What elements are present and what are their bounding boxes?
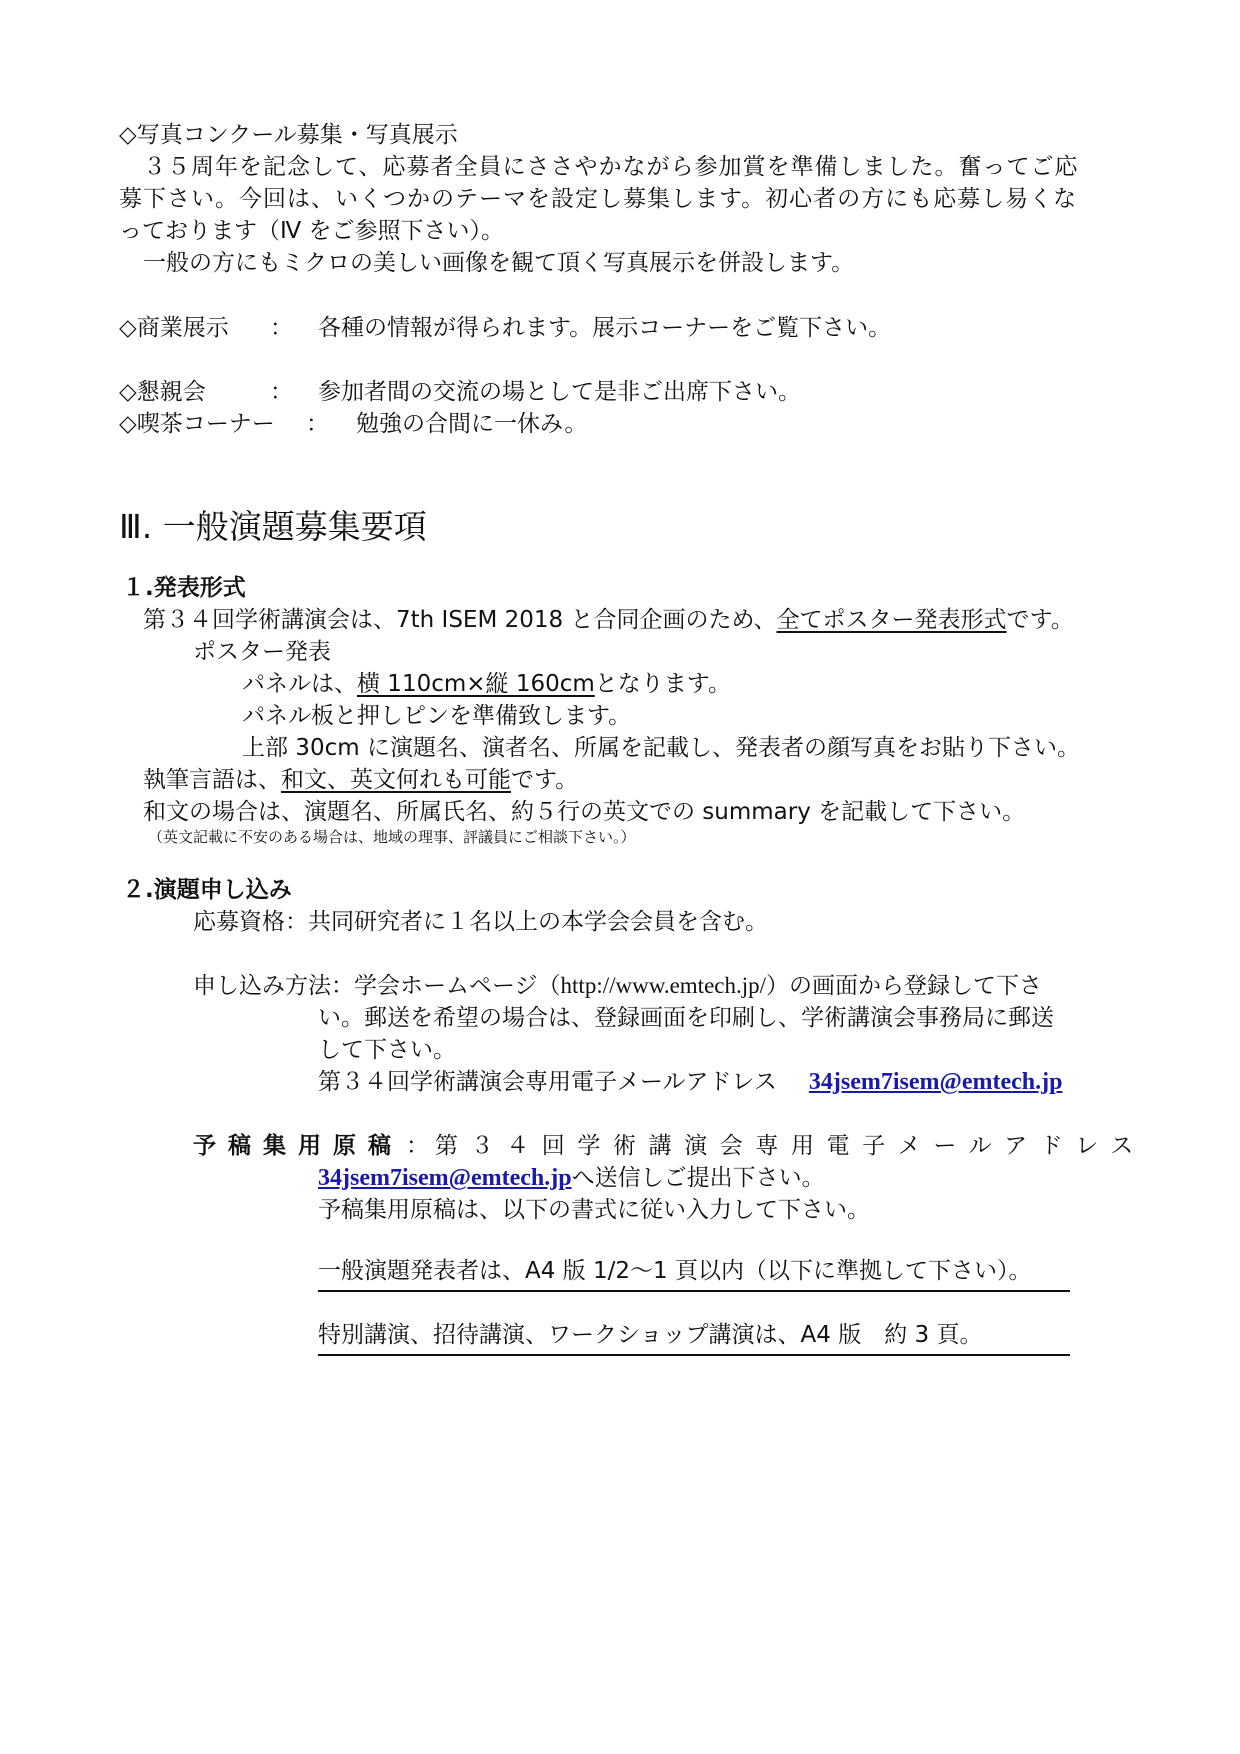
manuscript-colon: ： [406, 1133, 429, 1159]
email-line [318, 1066, 1062, 1098]
apply-heading: ２.演題申し込み [122, 877, 292, 903]
manuscript-line-2 [318, 1162, 825, 1194]
party-colon: ： [270, 379, 293, 405]
method-line-1 [193, 970, 1042, 1002]
panel-size-line [242, 668, 731, 700]
rule-general: 一般演題発表者は、A4 版 1/2～1 頁以内（以下に準拠して下さい）。 [318, 1258, 1032, 1284]
poster-label: ポスター発表 [193, 639, 331, 665]
rule-special-underline [318, 1354, 1070, 1356]
panel-size-value: 横 110cm×縦 160cm [357, 671, 595, 697]
commercial-label: ◇商業展示 [119, 315, 229, 341]
email-label: 第３４回学術講演会専用電子メールアドレス [318, 1069, 777, 1095]
manuscript-line-3: 予稿集用原稿は、以下の書式に従い入力して下さい。 [318, 1197, 870, 1223]
cafe-label: ◇喫茶コーナー [119, 411, 275, 437]
party-label: ◇懇親会 [119, 379, 206, 405]
language-emphasis: 和文、英文何れも可能 [281, 767, 511, 793]
rule-special: 特別講演、招待講演、ワークショップ講演は、A4 版 約 3 頁。 [318, 1322, 983, 1348]
manuscript-label: 予稿集用原稿 [193, 1133, 403, 1159]
method-post: ）の画面から登録して下さ [766, 973, 1043, 999]
photo-exhibit-text: 一般の方にもミクロの美しい画像を観て頂く写真展示を併設します。 [143, 250, 855, 276]
cafe-text: 勉強の合間に一休み。 [356, 411, 588, 437]
panel-board-line: パネル板と押しピンを準備致します。 [242, 703, 632, 729]
rule-general-underline [318, 1290, 1070, 1292]
method-line-2: い。郵送を希望の場合は、登録画面を印刷し、学術講演会事務局に郵送 [318, 1005, 1054, 1031]
commercial-colon: ： [270, 315, 293, 341]
japanese-summary-line: 和文の場合は、演題名、所属氏名、約５行の英文での summary を記載して下さい。 [143, 799, 1026, 825]
party-text: 参加者間の交流の場として是非ご出席下さい。 [318, 379, 801, 405]
cafe-colon: ： [306, 411, 329, 437]
manuscript-post: へ送信しご提出下さい。 [571, 1165, 825, 1191]
format-line-1-post: です。 [1006, 607, 1074, 633]
manuscript-text: 第３４回学術講演会専用電子メールアドレス [435, 1133, 1146, 1159]
method-pre: 申し込み方法：学会ホームページ（ [193, 973, 561, 999]
photo-text-line-3: っております（Ⅳ をご参照下さい）。 [119, 218, 505, 244]
section-3-title: Ⅲ. 一般演題募集要項 [119, 507, 427, 546]
photo-text-line-1: ３５周年を記念して、応募者全員にささやかながら参加賞を準備しました。奮ってご応 [143, 154, 1079, 180]
panel-size-pre: パネルは、 [242, 671, 357, 697]
commercial-text: 各種の情報が得られます。展示コーナーをご覧下さい。 [318, 315, 892, 341]
language-post: です。 [511, 767, 579, 793]
format-line-1 [143, 604, 1074, 636]
photo-title: ◇写真コンクール募集・写真展示 [119, 122, 458, 148]
method-url[interactable]: http://www.emtech.jp/ [560, 973, 767, 998]
panel-size-post: となります。 [594, 671, 731, 697]
language-pre: 執筆言語は、 [143, 767, 281, 793]
method-line-3: して下さい。 [318, 1037, 456, 1063]
panel-top-line: 上部 30cm に演題名、演者名、所属を記載し、発表者の顔写真をお貼り下さい。 [242, 735, 1080, 761]
english-note: （英文記載に不安のある場合は、地域の理事、評議員にご相談下さい。） [148, 828, 636, 846]
manuscript-email-link[interactable]: 34jsem7isem@emtech.jp [318, 1165, 572, 1191]
qualification-line: 応募資格：共同研究者に１名以上の本学会会員を含む。 [193, 909, 768, 935]
format-line-1-emphasis: 全てポスター発表形式 [776, 607, 1007, 633]
language-line [143, 764, 578, 796]
photo-text-line-2: 募下さい。今回は、いくつかのテーマを設定し募集します。初心者の方にも応募し易くな [119, 186, 1078, 212]
format-heading: １.発表形式 [122, 575, 246, 601]
email-link[interactable]: 34jsem7isem@emtech.jp [808, 1069, 1063, 1095]
format-line-1-pre: 第３４回学術講演会は、7th ISEM 2018 と合同企画のため、 [143, 607, 777, 633]
